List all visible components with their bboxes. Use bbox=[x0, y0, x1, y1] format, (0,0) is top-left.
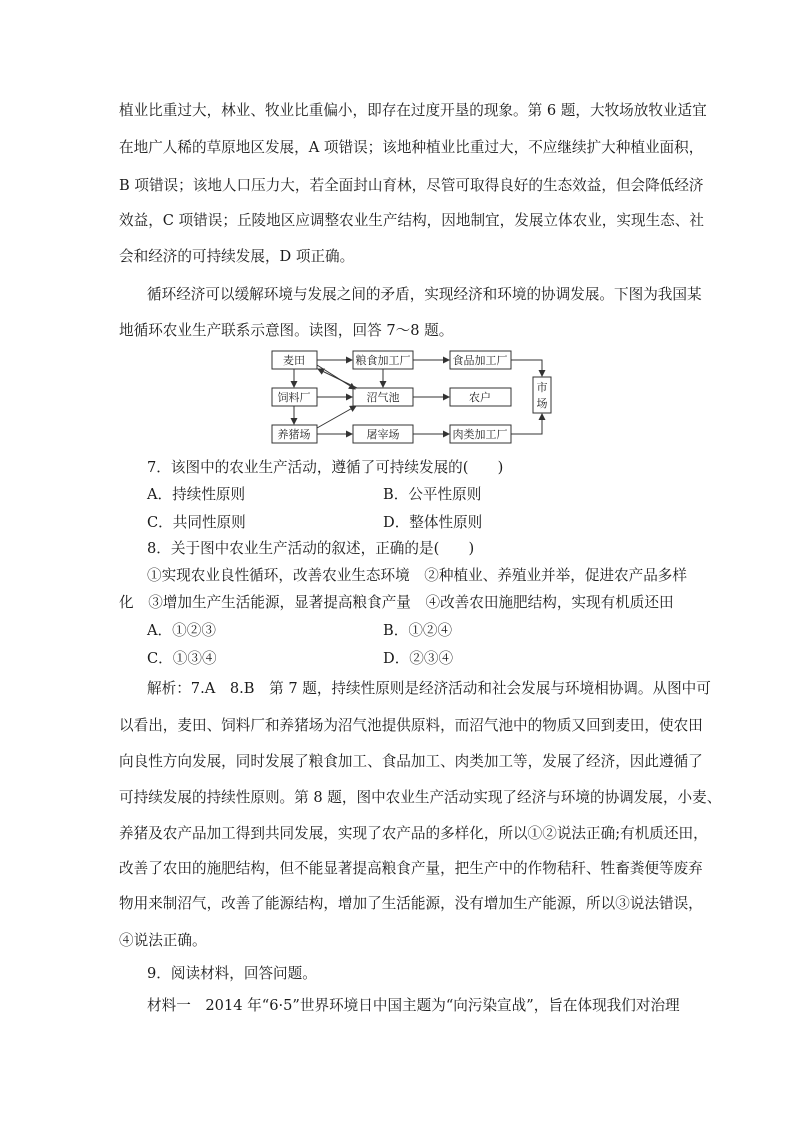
box-tuzai bbox=[353, 425, 413, 443]
box-siliao bbox=[272, 388, 317, 406]
q8-option-d: D．②③④ bbox=[383, 650, 454, 667]
box-maitian bbox=[272, 351, 317, 369]
box-shipin-label: 食品加工厂 bbox=[452, 354, 508, 367]
box-siliao-label: 饲料厂 bbox=[277, 391, 311, 404]
paragraph-line: 植业比重过大，林业、牧业比重偏小，即存在过度开垦的现象。第 6 题，大牧场放牧业适宜 bbox=[119, 102, 707, 119]
q7-option-c: C．共同性原则 bbox=[147, 514, 246, 531]
question-9-stem: 9．阅读材料，回答问题。 bbox=[147, 965, 317, 982]
box-liangshi bbox=[353, 351, 413, 369]
analysis-line: 物用来制沼气，改善了能源结构，增加了生活能源，没有增加生产能源，所以③说法错误， bbox=[119, 895, 703, 912]
q7-option-d: D．整体性原则 bbox=[383, 514, 483, 531]
q8-option-c: C．①③④ bbox=[147, 650, 217, 667]
box-shipin bbox=[450, 351, 511, 369]
analysis-line: ④说法正确。 bbox=[119, 932, 207, 949]
box-shichang-label-2: 场 bbox=[536, 397, 548, 410]
arrow-zhaoqi-maitian bbox=[318, 369, 357, 388]
question-8-stem: 8．关于图中农业生产活动的叙述，正确的是( ) bbox=[147, 540, 475, 557]
intro-line: 循环经济可以缓解环境与发展之间的矛盾，实现经济和环境的协调发展。下图为我国某 bbox=[147, 286, 702, 303]
q8-option-a: A．①②③ bbox=[147, 622, 216, 639]
box-nonghu-label: 农户 bbox=[469, 391, 491, 404]
question-7-stem: 7．该图中的农业生产活动，遵循了可持续发展的( ) bbox=[147, 459, 504, 476]
box-yangzhu bbox=[272, 425, 317, 443]
box-zhaoqi-label: 沼气池 bbox=[366, 391, 400, 404]
analysis-line: 向良性方向发展，同时发展了粮食加工、食品加工、肉类加工等，发展了经济，因此遵循了 bbox=[119, 753, 703, 770]
q7-option-a: A．持续性原则 bbox=[147, 486, 246, 503]
box-yangzhu-label: 养猪场 bbox=[277, 428, 311, 441]
box-tuzai-label: 屠宰场 bbox=[366, 428, 400, 441]
analysis-line: 可持续发展的持续性原则。第 8 题，图中农业生产活动实现了经济与环境的协调发展，小麦、 bbox=[119, 789, 722, 806]
arrow-roulei-shichang bbox=[511, 414, 542, 434]
arrow-shipin-shichang bbox=[511, 360, 542, 376]
box-nonghu bbox=[450, 388, 511, 406]
paragraph-line: B 项错误；该地人口压力大，若全面封山育林，尽管可取得良好的生态效益，但会降低经济 bbox=[119, 177, 704, 194]
arrow-yangzhu-zhaoqi bbox=[317, 406, 356, 428]
analysis-line: 养猪及农产品加工得到共同发展，实现了农产品的多样化，所以①②说法正确;有机质还田， bbox=[119, 825, 708, 842]
paragraph-line: 会和经济的可持续发展，D 项正确。 bbox=[119, 248, 355, 265]
box-roulei-label: 肉类加工厂 bbox=[452, 428, 508, 441]
box-shichang-label-1: 市 bbox=[536, 381, 548, 394]
paragraph-line: 效益，C 项错误；丘陵地区应调整农业生产结构，因地制宜，发展立体农业，实现生态、社 bbox=[119, 212, 704, 229]
q8-items-line: 化 ③增加生产生活能源，显著提高粮食产量 ④改善农田施肥结构，实现有机质还田 bbox=[119, 594, 674, 611]
box-shichang bbox=[533, 377, 551, 413]
paragraph-line: 在地广人稀的草原地区发展，A 项错误；该地种植业比重过大，不应继续扩大种植业面积， bbox=[119, 139, 704, 156]
q8-option-b: B．①②④ bbox=[383, 622, 453, 639]
analysis-line: 解析：7.A 8.B 第 7 题，持续性原则是经济活动和社会发展与环境相协调。从图中可 bbox=[147, 680, 711, 697]
box-zhaoqi bbox=[353, 388, 413, 406]
arrow-maitian-zhaoqi bbox=[317, 365, 355, 389]
box-roulei bbox=[450, 425, 511, 443]
q7-option-b: B．公平性原则 bbox=[383, 486, 482, 503]
analysis-line: 改善了农田的施肥结构，但不能显著提高粮食产量，把生产中的作物秸秆、牲畜粪便等废弃 bbox=[119, 860, 703, 877]
box-maitian-label: 麦田 bbox=[283, 354, 305, 367]
box-liangshi-label: 粮食加工厂 bbox=[355, 354, 411, 367]
q9-material-1: 材料一 2014 年“6·5”世界环境日中国主题为“向污染宣战”，旨在体现我们对治理 bbox=[147, 997, 680, 1014]
analysis-line: 以看出，麦田、饲料厂和养猪场为沼气池提供原料，而沼气池中的物质又回到麦田，使农田 bbox=[119, 717, 703, 734]
intro-line: 地循环农业生产联系示意图。读图，回答 7～8 题。 bbox=[119, 322, 454, 339]
q8-items-line: ①实现农业良性循环，改善农业生态环境 ②种植业、养殖业并举，促进农产品多样 bbox=[147, 567, 687, 584]
